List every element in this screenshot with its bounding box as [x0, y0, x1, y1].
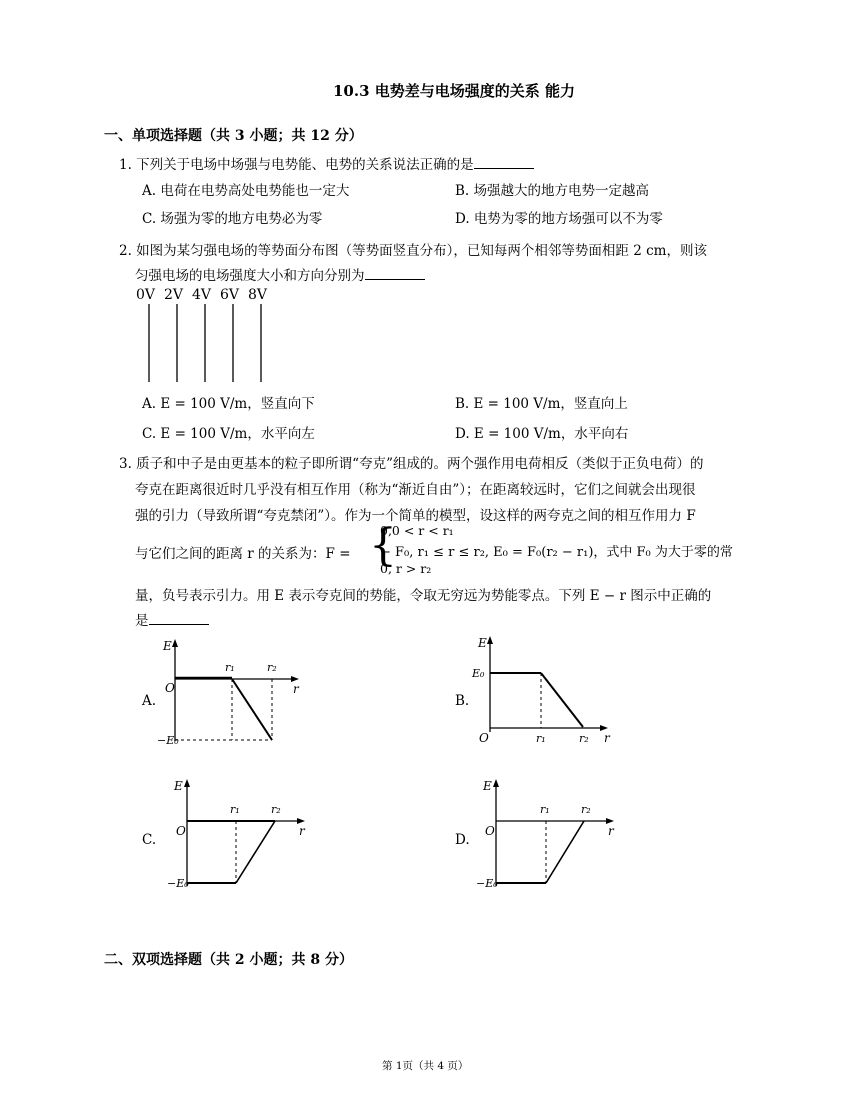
equipotential-label-4v: 4V: [192, 287, 212, 303]
q2-option-b[interactable]: B. E = 100 V/m，竖直向上: [455, 396, 628, 412]
piecewise-case-3: 0, r > r₂: [380, 561, 432, 576]
question-3-line-2: 夸克在距离很近时几乎没有相互作用（称为“渐近自由”）；在距离较远时，它们之间就会出现很: [135, 482, 696, 498]
q3-option-d-label[interactable]: D.: [455, 832, 470, 848]
question-3-formula-lead: 与它们之间的距离 r 的关系为：F =: [135, 546, 351, 562]
neg-e0-label: −E₀: [157, 734, 179, 747]
q3-option-a-label[interactable]: A.: [142, 693, 157, 709]
equipotential-diagram: [130, 284, 290, 386]
q1-option-c[interactable]: C. 场强为零的地方电势必为零: [142, 211, 323, 227]
origin-label: O: [485, 824, 495, 838]
q2-option-d[interactable]: D. E = 100 V/m，水平向右: [455, 426, 629, 442]
equipotential-label-0v: 0V: [136, 287, 156, 303]
question-3-line-5: 量，负号表示引力。用 E 表示夸克间的势能，令取无穷远为势能零点。下列 E − r 图示中正确的: [135, 588, 712, 604]
equipotential-label-2v: 2V: [164, 287, 184, 303]
question-3-line-1: 3. 质子和中子是由更基本的粒子即所谓“夸克”组成的。两个强作用电荷相反（类似于正负电荷）的: [119, 456, 704, 472]
axis-label-r: r: [293, 682, 299, 696]
r2-label: r₂: [271, 803, 281, 816]
question-3-line-3: 强的引力（导致所谓“夸克禁闭”）。作为一个简单的模型，设这样的两夸克之间的相互作用力 F: [135, 508, 696, 524]
question-1-stem: 1. 下列关于电场中场强与电势能、电势的关系说法正确的是: [119, 153, 534, 173]
q3-graph-a[interactable]: [155, 635, 310, 750]
page-footer: 第 1页（共 4 页）: [382, 1060, 469, 1072]
origin-label: O: [479, 731, 489, 745]
answer-blank[interactable]: [365, 265, 425, 280]
q2-option-a[interactable]: A. E = 100 V/m，竖直向下: [142, 396, 315, 412]
axis-label-e: E: [478, 636, 487, 650]
r1-label: r₁: [536, 732, 546, 745]
equipotential-label-8v: 8V: [248, 287, 268, 303]
axis-label-e: E: [483, 779, 492, 793]
section-2-heading: 二、双项选择题（共 2 小题；共 8 分）: [104, 952, 353, 968]
q1-option-b[interactable]: B. 场强越大的地方电势一定越高: [455, 183, 650, 199]
origin-label: O: [176, 824, 186, 838]
q1-option-d[interactable]: D. 电势为零的地方场强可以不为零: [455, 211, 663, 227]
q3-option-b-label[interactable]: B.: [455, 693, 470, 709]
piecewise-case-2: − F₀, r₁ ≤ r ≤ r₂, E₀ = F₀(r₂ − r₁)，式中 F₀ 为大于零的常: [380, 545, 733, 560]
equipotential-label-6v: 6V: [220, 287, 240, 303]
axis-label-r: r: [299, 824, 305, 838]
axis-label-e: E: [174, 779, 183, 793]
r1-label: r₁: [540, 803, 550, 816]
axis-label-e: E: [163, 639, 172, 653]
axis-label-r: r: [608, 824, 614, 838]
r2-label: r₂: [267, 661, 277, 674]
neg-e0-label: −E₀: [476, 877, 498, 890]
section-1-heading: 一、单项选择题（共 3 小题；共 12 分）: [104, 128, 363, 144]
q3-graph-b[interactable]: [470, 632, 620, 750]
r1-label: r₁: [230, 803, 240, 816]
r2-label: r₂: [579, 732, 589, 745]
q3-option-c-label[interactable]: C.: [142, 832, 157, 848]
q2-option-c[interactable]: C. E = 100 V/m，水平向左: [142, 426, 315, 442]
r2-label: r₂: [581, 803, 591, 816]
question-2-line-1: 2. 如图为某匀强电场的等势面分布图（等势面竖直分布），已知每两个相邻等势面相距 2 cm，则该: [119, 243, 707, 259]
answer-blank[interactable]: [149, 610, 209, 625]
q1-option-a[interactable]: A. 电荷在电势高处电势能也一定大: [142, 183, 350, 199]
neg-e0-label: −E₀: [167, 877, 189, 890]
axis-label-r: r: [604, 731, 610, 745]
origin-label: O: [165, 681, 175, 695]
e0-label: E₀: [472, 667, 485, 680]
question-2-line-2: 匀强电场的电场强度大小和方向分别为: [135, 264, 425, 284]
question-3-line-6: 是: [135, 609, 209, 629]
piecewise-case-1: 0,0 < r < r₁: [380, 523, 454, 538]
piecewise-brace: {: [369, 520, 397, 571]
r1-label: r₁: [225, 661, 235, 674]
q3-graph-d[interactable]: [474, 773, 624, 893]
answer-blank[interactable]: [474, 154, 534, 169]
page-title: 10.3 电势差与电场强度的关系 能力: [333, 82, 575, 100]
q3-graph-c[interactable]: [165, 773, 315, 893]
